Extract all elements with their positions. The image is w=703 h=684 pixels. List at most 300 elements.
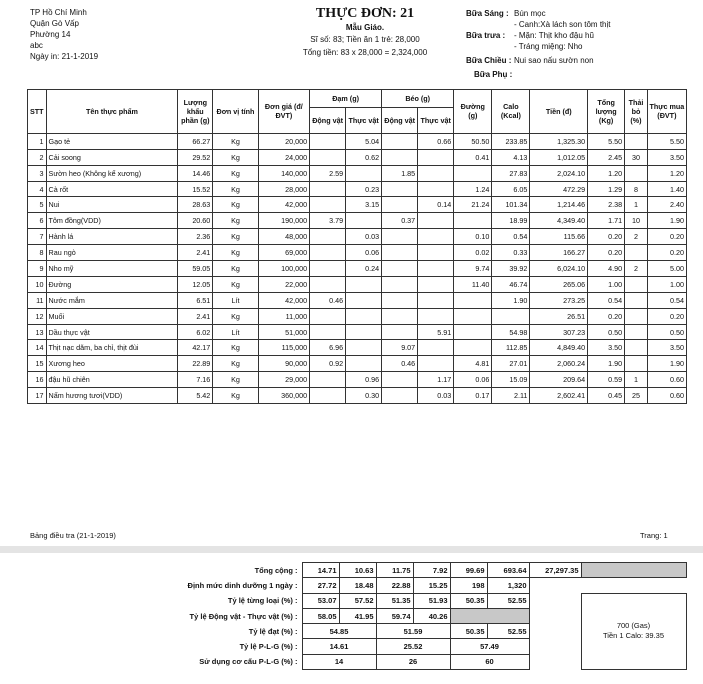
food-table-body (28, 133, 687, 403)
table-cell: 39.92 (492, 261, 530, 277)
table-cell: 3.15 (346, 197, 382, 213)
table-cell (310, 229, 346, 245)
table-cell: 1.24 (454, 181, 492, 197)
table-cell: 0.30 (346, 388, 382, 404)
table-cell (346, 356, 382, 372)
header-actual-buy: Thực mua (ĐVT) (647, 90, 686, 134)
table-cell: 2 (625, 229, 648, 245)
table-cell: 24,000 (258, 149, 309, 165)
table-cell (310, 133, 346, 149)
table-cell (418, 356, 454, 372)
table-cell: 5.91 (418, 324, 454, 340)
table-cell: 2.11 (492, 388, 530, 404)
header-waste: Thải bỏ (%) (625, 90, 648, 134)
table-cell (382, 229, 418, 245)
table-cell (382, 388, 418, 404)
table-cell: 3 (28, 165, 47, 181)
table-cell: 0.59 (588, 372, 625, 388)
table-cell (418, 245, 454, 261)
table-cell: 5.50 (588, 133, 625, 149)
table-cell: 46.74 (492, 276, 530, 292)
table-cell: 1.20 (647, 165, 686, 181)
city: TP Hồ Chí Minh (30, 8, 87, 17)
table-cell: Rau ngò (46, 245, 178, 261)
table-cell: 1.85 (382, 165, 418, 181)
table-cell: 0.20 (647, 308, 686, 324)
table-cell (310, 308, 346, 324)
table-cell: 0.50 (588, 324, 625, 340)
table-cell (382, 292, 418, 308)
meal-snack: Bữa Phụ : (474, 70, 513, 79)
table-cell: 2.45 (588, 149, 625, 165)
table-cell (382, 245, 418, 261)
table-cell: 66.27 (178, 133, 213, 149)
table-cell (418, 276, 454, 292)
table-cell: 0.60 (647, 388, 686, 404)
table-cell: Kg (213, 165, 258, 181)
sum-achieved-row: Tỷ lệ đạt (%) : 54.85 51.59 50.35 52.55 (180, 624, 686, 639)
header-protein: Đạm (g) (310, 90, 382, 108)
table-cell (310, 149, 346, 165)
table-cell: 0.23 (346, 181, 382, 197)
table-cell: 5.42 (178, 388, 213, 404)
table-cell: 12 (28, 308, 47, 324)
table-cell (625, 165, 648, 181)
table-cell: 12.05 (178, 276, 213, 292)
table-cell: 0.14 (418, 197, 454, 213)
table-cell (625, 308, 648, 324)
table-cell: 2.59 (310, 165, 346, 181)
table-cell: 1.90 (492, 292, 530, 308)
table-cell: 9.74 (454, 261, 492, 277)
page-subtitle: Mẫu Giáo. (345, 23, 385, 32)
table-cell: Thịt nạc dăm, ba chỉ, thịt đùi (46, 340, 178, 356)
table-cell (418, 292, 454, 308)
meal-breakfast: Bữa Sáng : Bún mọc (466, 9, 546, 18)
table-cell: 10 (625, 213, 648, 229)
table-cell (310, 324, 346, 340)
table-cell (418, 229, 454, 245)
table-cell (382, 133, 418, 149)
sum-ratio-animal-plant-row: Tỷ lệ Động vật - Thực vật (%) : 58.05 41.95 59.74 40.26 (180, 608, 686, 623)
table-row (28, 133, 687, 149)
table-row (28, 292, 687, 308)
table-cell: 4.81 (454, 356, 492, 372)
table-cell: Đường (46, 276, 178, 292)
table-cell: 6.05 (492, 181, 530, 197)
table-cell (625, 245, 648, 261)
table-cell: 4 (28, 181, 47, 197)
table-cell: 27.83 (492, 165, 530, 181)
table-cell (454, 324, 492, 340)
table-cell: 1.40 (647, 181, 686, 197)
table-cell: Kg (213, 229, 258, 245)
table-cell: 1.00 (647, 276, 686, 292)
table-cell: 54.98 (492, 324, 530, 340)
table-cell: 166.27 (530, 245, 588, 261)
table-cell: 7 (28, 229, 47, 245)
table-row (28, 388, 687, 404)
table-cell: Kg (213, 245, 258, 261)
table-cell (346, 276, 382, 292)
table-cell: 42,000 (258, 197, 309, 213)
table-cell: Kg (213, 276, 258, 292)
page-number: Trang: 1 (640, 531, 668, 540)
table-cell: 1.71 (588, 213, 625, 229)
table-cell: 2,060.24 (530, 356, 588, 372)
table-cell: 27.01 (492, 356, 530, 372)
table-cell (382, 181, 418, 197)
table-cell: 0.46 (382, 356, 418, 372)
table-cell: 1 (625, 197, 648, 213)
header-stt: STT (28, 90, 47, 134)
table-cell: 112.85 (492, 340, 530, 356)
table-cell: 1 (625, 372, 648, 388)
table-cell (382, 372, 418, 388)
table-cell: 0.06 (346, 245, 382, 261)
table-cell: 233.85 (492, 133, 530, 149)
table-cell (625, 276, 648, 292)
sum-ratio-type-row: Tỷ lệ từng loại (%) : 53.07 57.52 51.35 51.93 50.35 52.55 700 (Gas) Tiền 1 Calo: 39.35 (180, 593, 686, 608)
table-cell: 115.66 (530, 229, 588, 245)
table-cell: 0.17 (454, 388, 492, 404)
table-cell: 1.90 (588, 356, 625, 372)
school: abc (30, 41, 43, 50)
table-cell: 0.20 (588, 308, 625, 324)
table-cell: Nước mắm (46, 292, 178, 308)
table-cell: 9 (28, 261, 47, 277)
table-cell: 6.51 (178, 292, 213, 308)
table-cell: 5.00 (647, 261, 686, 277)
table-cell: 5.04 (346, 133, 382, 149)
table-cell: Cà rốt (46, 181, 178, 197)
total-cost-info: Tổng tiền: 83 x 28,000 = 2,324,000 (302, 48, 428, 57)
table-cell: 5 (28, 197, 47, 213)
table-cell: 0.24 (346, 261, 382, 277)
table-cell: 0.54 (647, 292, 686, 308)
table-cell: 0.37 (382, 213, 418, 229)
table-row (28, 261, 687, 277)
table-cell: 50.50 (454, 133, 492, 149)
table-cell: 1.17 (418, 372, 454, 388)
header-food-name: Tên thực phẩm (46, 90, 178, 134)
header-portion: Lượng khẩu phần (g) (178, 90, 213, 134)
sum-norm-row: Định mức dinh dưỡng 1 ngày : 27.72 18.48 22.88 15.25 198 1,320 (180, 578, 686, 593)
table-cell: 8 (625, 181, 648, 197)
table-cell: Lít (213, 292, 258, 308)
title-block (250, 6, 480, 59)
table-cell: Cải soong (46, 149, 178, 165)
table-row (28, 165, 687, 181)
table-cell (418, 165, 454, 181)
table-cell: 307.23 (530, 324, 588, 340)
table-cell: 273.25 (530, 292, 588, 308)
table-cell: 9.07 (382, 340, 418, 356)
table-cell (418, 261, 454, 277)
table-cell (418, 340, 454, 356)
table-cell (382, 308, 418, 324)
meal-soup: - Canh:Xà lách son tôm thịt (514, 20, 611, 29)
ward: Phường 14 (30, 30, 71, 39)
table-cell: 11,000 (258, 308, 309, 324)
table-cell: 51,000 (258, 324, 309, 340)
header-fat-animal: Động vật (382, 107, 418, 133)
table-cell (382, 261, 418, 277)
table-cell: 4,349.40 (530, 213, 588, 229)
table-cell: 0.33 (492, 245, 530, 261)
table-cell (382, 276, 418, 292)
table-cell: 5.50 (647, 133, 686, 149)
table-cell: 30 (625, 149, 648, 165)
table-cell: 11.40 (454, 276, 492, 292)
header-money: Tiền (đ) (530, 90, 588, 134)
table-row (28, 340, 687, 356)
table-cell: 0.62 (346, 149, 382, 165)
table-cell: 25 (625, 388, 648, 404)
table-cell: 10 (28, 276, 47, 292)
table-cell: 0.45 (588, 388, 625, 404)
table-cell (454, 308, 492, 324)
table-cell (625, 133, 648, 149)
table-cell: 2.41 (178, 308, 213, 324)
table-cell: 69,000 (258, 245, 309, 261)
table-cell (346, 292, 382, 308)
page-separator (0, 546, 703, 553)
table-cell: 15.09 (492, 372, 530, 388)
table-row (28, 229, 687, 245)
table-cell: 0.54 (588, 292, 625, 308)
district: Quận Gò Vấp (30, 19, 79, 28)
table-cell (418, 308, 454, 324)
table-row (28, 245, 687, 261)
table-cell (492, 308, 530, 324)
table-cell: 0.02 (454, 245, 492, 261)
page-title: THỰC ĐƠN: 21 (315, 6, 415, 21)
table-cell: 1,214.46 (530, 197, 588, 213)
print-date: Ngày in: 21-1-2019 (30, 52, 99, 61)
table-cell: 0.20 (588, 245, 625, 261)
table-cell: 1.29 (588, 181, 625, 197)
attendance-info: Sĩ số: 83; Tiền ăn 1 trẻ: 28,000 (310, 35, 420, 44)
table-cell: Kg (213, 372, 258, 388)
sum-plg-row: Tỷ lệ P-L-G (%) : 14.61 25.52 57.49 (180, 639, 686, 654)
table-cell: Kg (213, 388, 258, 404)
table-cell: 2,024.10 (530, 165, 588, 181)
header-fat: Béo (g) (382, 90, 454, 108)
table-cell (382, 324, 418, 340)
location-block (30, 7, 98, 62)
table-cell: 14.46 (178, 165, 213, 181)
table-row (28, 197, 687, 213)
table-cell (454, 340, 492, 356)
table-cell: 0.66 (418, 133, 454, 149)
table-cell: 0.06 (454, 372, 492, 388)
table-cell: 0.20 (647, 245, 686, 261)
table-cell (418, 181, 454, 197)
table-cell: 15.52 (178, 181, 213, 197)
table-row (28, 324, 687, 340)
table-cell: 6 (28, 213, 47, 229)
table-cell: 101.34 (492, 197, 530, 213)
table-cell: 15 (28, 356, 47, 372)
header-sugar: Đường (g) (454, 90, 492, 134)
table-cell (625, 292, 648, 308)
table-cell (454, 213, 492, 229)
table-cell: 0.92 (310, 356, 346, 372)
table-cell: 3.79 (310, 213, 346, 229)
table-cell (310, 276, 346, 292)
table-cell: 2.36 (178, 229, 213, 245)
meal-afternoon: Bữa Chiều : Nui sao nấu sườn non (466, 56, 594, 65)
table-cell: 4.90 (588, 261, 625, 277)
table-cell: 4.13 (492, 149, 530, 165)
table-cell: 16 (28, 372, 47, 388)
table-cell: Kg (213, 308, 258, 324)
table-cell: 22.89 (178, 356, 213, 372)
table-cell: 6.02 (178, 324, 213, 340)
table-row (28, 213, 687, 229)
header-fat-plant: Thực vật (418, 107, 454, 133)
header-calo: Calo (Kcal) (492, 90, 530, 134)
table-cell: 1,325.30 (530, 133, 588, 149)
table-cell: 0.41 (454, 149, 492, 165)
table-cell (310, 181, 346, 197)
table-row (28, 308, 687, 324)
header-protein-plant: Thực vật (346, 107, 382, 133)
table-cell (346, 340, 382, 356)
sum-plg-structure-row: Sử dụng cơ cấu P-L-G (%) : 14 26 60 (180, 654, 686, 669)
table-cell: 14 (28, 340, 47, 356)
table-cell: 3.50 (588, 340, 625, 356)
sum-total-row: Tổng cộng : 14.71 10.63 11.75 7.92 99.69 693.64 27,297.35 (180, 563, 686, 578)
table-cell: 20,000 (258, 133, 309, 149)
table-cell: 472.29 (530, 181, 588, 197)
table-cell: 1.00 (588, 276, 625, 292)
table-cell: 2.41 (178, 245, 213, 261)
meal-list (466, 8, 611, 80)
table-row (28, 149, 687, 165)
table-cell (625, 356, 648, 372)
table-cell: Kg (213, 261, 258, 277)
table-cell: Nui (46, 197, 178, 213)
table-row (28, 372, 687, 388)
table-cell: 0.10 (454, 229, 492, 245)
header-unit: Đơn vị tính (213, 90, 258, 134)
table-cell: Kg (213, 149, 258, 165)
table-cell (625, 324, 648, 340)
table-cell (310, 245, 346, 261)
calorie-note: 700 (Gas) Tiền 1 Calo: 39.35 (581, 593, 686, 669)
table-cell: 2 (28, 149, 47, 165)
table-cell: 0.20 (647, 229, 686, 245)
table-cell (418, 149, 454, 165)
table-row (28, 181, 687, 197)
table-cell (382, 149, 418, 165)
table-cell: Gạo tẻ (46, 133, 178, 149)
table-cell: 1,012.05 (530, 149, 588, 165)
table-cell (310, 372, 346, 388)
table-cell: Lít (213, 324, 258, 340)
summary-table (180, 562, 687, 670)
table-cell: 100,000 (258, 261, 309, 277)
table-cell: 1 (28, 133, 47, 149)
table-cell: 1.90 (647, 213, 686, 229)
table-cell: Kg (213, 181, 258, 197)
table-cell: 29.52 (178, 149, 213, 165)
table-cell: 28.63 (178, 197, 213, 213)
table-cell: 29,000 (258, 372, 309, 388)
table-cell (310, 388, 346, 404)
table-cell (346, 165, 382, 181)
table-cell: 0.54 (492, 229, 530, 245)
table-cell: Tôm đồng(VDD) (46, 213, 178, 229)
table-cell: 265.06 (530, 276, 588, 292)
header-protein-animal: Động vật (310, 107, 346, 133)
table-cell: 0.46 (310, 292, 346, 308)
table-cell: 18.99 (492, 213, 530, 229)
table-cell: 2 (625, 261, 648, 277)
table-cell: 26.51 (530, 308, 588, 324)
table-cell: 3.50 (647, 340, 686, 356)
table-cell: 4,849.40 (530, 340, 588, 356)
meal-dessert: - Tráng miệng: Nho (514, 42, 583, 51)
table-cell: 21.24 (454, 197, 492, 213)
table-cell: đậu hũ chiên (46, 372, 178, 388)
table-cell (310, 261, 346, 277)
table-cell (310, 197, 346, 213)
table-cell: Sườn heo (Không kể xương) (46, 165, 178, 181)
table-cell: 7.16 (178, 372, 213, 388)
table-cell: 0.96 (346, 372, 382, 388)
table-row (28, 356, 687, 372)
table-cell: Hành lá (46, 229, 178, 245)
table-cell: Dầu thực vật (46, 324, 178, 340)
table-cell: 0.03 (418, 388, 454, 404)
table-cell: Muối (46, 308, 178, 324)
table-cell: 3.50 (647, 149, 686, 165)
table-cell: Xương heo (46, 356, 178, 372)
food-table (27, 89, 687, 404)
table-cell: Nấm hương tươi(VDD) (46, 388, 178, 404)
table-cell: 20.60 (178, 213, 213, 229)
table-cell: 6,024.10 (530, 261, 588, 277)
table-cell (346, 308, 382, 324)
table-cell: 6.96 (310, 340, 346, 356)
table-cell: 1.90 (647, 356, 686, 372)
table-cell: 115,000 (258, 340, 309, 356)
table-cell: 17 (28, 388, 47, 404)
table-cell: Kg (213, 213, 258, 229)
table-cell: 48,000 (258, 229, 309, 245)
table-cell: Kg (213, 197, 258, 213)
table-cell: Nho mỹ (46, 261, 178, 277)
table-cell (346, 213, 382, 229)
table-cell: 0.03 (346, 229, 382, 245)
table-cell (454, 292, 492, 308)
table-cell (418, 213, 454, 229)
table-cell: 360,000 (258, 388, 309, 404)
table-cell: 2.40 (647, 197, 686, 213)
table-cell: 2.38 (588, 197, 625, 213)
table-cell: 1.20 (588, 165, 625, 181)
table-cell: 28,000 (258, 181, 309, 197)
table-cell: Kg (213, 133, 258, 149)
table-cell: 42.17 (178, 340, 213, 356)
table-cell: 190,000 (258, 213, 309, 229)
table-cell: 2,602.41 (530, 388, 588, 404)
table-cell: 0.20 (588, 229, 625, 245)
table-row (28, 276, 687, 292)
